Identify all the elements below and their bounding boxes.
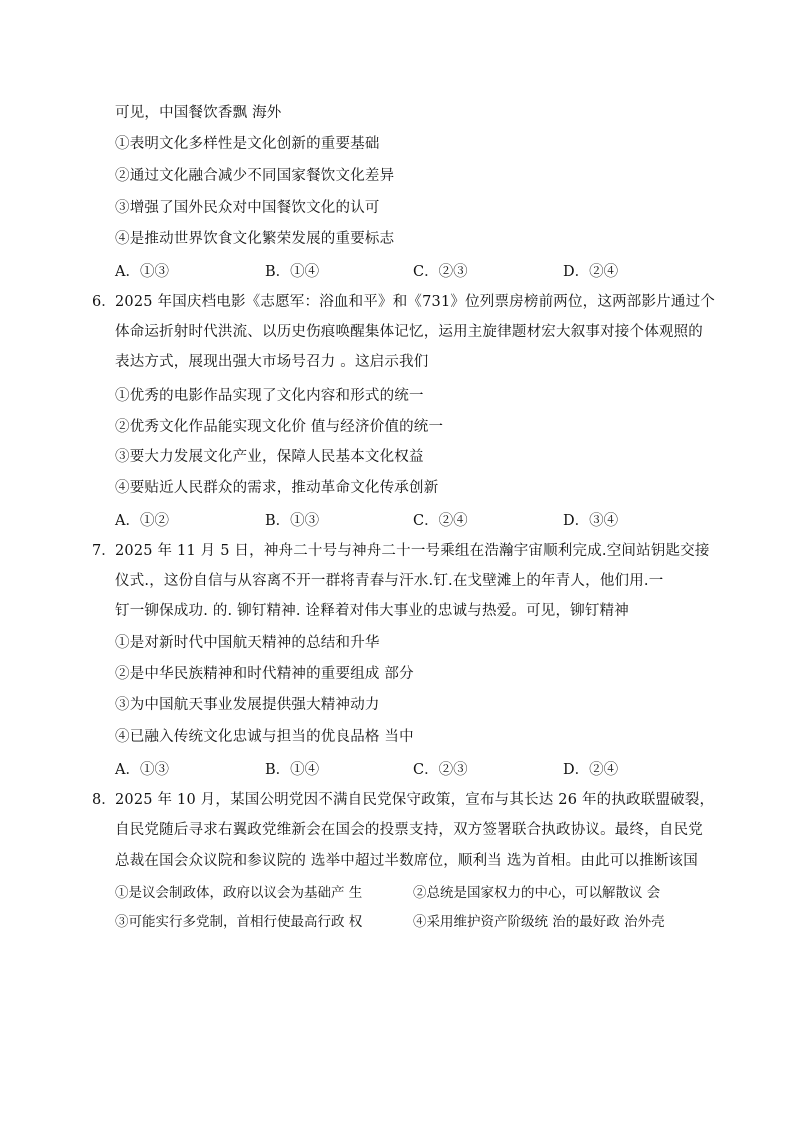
q7-item-4: ④已融入传统文化忠诚与担当的优良品格 当中 xyxy=(115,729,414,745)
q6-option-b[interactable]: B．①③ xyxy=(265,513,320,529)
q8-items-row-2 xyxy=(115,912,695,932)
q6-number: 6． xyxy=(92,294,116,310)
q7-options xyxy=(115,760,675,780)
q8-number: 8． xyxy=(92,792,116,808)
q8-item-1: ①是议会制政体，政府以议会为基础产 生 xyxy=(115,885,363,901)
q5-item-3: ③增强了国外民众对中国餐饮文化的认可 xyxy=(115,200,380,216)
q7-number: 7． xyxy=(92,543,116,559)
q5-item-4: ④是推动世界饮食文化繁荣发展的重要标志 xyxy=(115,231,395,247)
q7-stem-line-3: 钉一铆保成功. 的. 铆钉精神. 诠释着对伟大事业的忠诚与热爱。可见，铆钉精神 xyxy=(115,603,629,619)
q8-stem-line-1: 2025 年 10 月，某国公明党因不满自民党保守政策，宣布与其长达 26 年的执政联盟破裂， xyxy=(115,792,715,808)
q6-option-c[interactable]: C．②④ xyxy=(413,513,468,529)
q8-item-2: ②总统是国家权力的中心，可以解散议 会 xyxy=(413,885,661,901)
q8-items-row-1 xyxy=(115,883,695,903)
q5-option-d[interactable]: D．②④ xyxy=(563,264,619,280)
q7-item-1: ①是对新时代中国航天精神的总结和升华 xyxy=(115,635,380,651)
q5-option-a[interactable]: A．①③ xyxy=(115,264,169,280)
q7-stem-line-1: 2025 年 11 月 5 日，神舟二十号与神舟二十一号乘组在浩瀚宇宙顺利完成.空间站钥匙交接 xyxy=(115,543,710,559)
q7-item-3: ③为中国航天事业发展提供强大精神动力 xyxy=(115,697,380,713)
q8-item-4: ④采用维护资产阶级统 治的最好政 治外壳 xyxy=(413,914,665,930)
q7-stem-line-2: 仪式.，这份自信与从容离不开一群将青春与汗水.钉.在戈壁滩上的年青人，他们用.一 xyxy=(115,573,664,589)
q5-options xyxy=(115,262,675,282)
q6-options xyxy=(115,511,675,531)
q6-item-1: ①优秀的电影作品实现了文化内容和形式的统一 xyxy=(115,388,424,404)
q6-item-4: ④要贴近人民群众的需求，推动革命文化传承创新 xyxy=(115,480,439,496)
q5-option-c[interactable]: C．②③ xyxy=(413,264,468,280)
q6-stem-line-2: 体命运折射时代洪流、以历史伤痕唤醒集体记忆，运用主旋律题材宏大叙事对接个体观照的 xyxy=(115,324,703,340)
q6-option-a[interactable]: A．①② xyxy=(115,513,169,529)
q8-stem-line-2: 自民党随后寻求右翼政党维新会在国会的投票支持，双方签署联合执政协议。最终，自民党 xyxy=(115,822,703,838)
q5-option-b[interactable]: B．①④ xyxy=(265,264,320,280)
q8-stem-line-3: 总裁在国会众议院和参议院的 选举中超过半数席位，顺利当 选为首相。由此可以推断该国 xyxy=(115,853,698,869)
q6-stem-line-3: 表达方式，展现出强大市场号召力 。这启示我们 xyxy=(115,354,429,370)
q6-option-d[interactable]: D．③④ xyxy=(563,513,619,529)
q7-item-2: ②是中华民族精神和时代精神的重要组成 部分 xyxy=(115,666,414,682)
q6-item-2: ②优秀文化作品能实现文化价 值与经济价值的统一 xyxy=(115,419,444,435)
q7-option-c[interactable]: C．②③ xyxy=(413,762,468,778)
q6-stem-line-1: 2025 年国庆档电影《志愿军：浴血和平》和《731》位列票房榜前两位，这两部影片通过个 xyxy=(115,294,715,310)
q5-item-1: ①表明文化多样性是文化创新的重要基础 xyxy=(115,136,380,152)
q8-item-3: ③可能实行多党制，首相行使最高行政 权 xyxy=(115,914,363,930)
q6-item-3: ③要大力发展文化产业，保障人民基本文化权益 xyxy=(115,449,424,465)
q7-option-d[interactable]: D．②④ xyxy=(563,762,619,778)
q7-option-b[interactable]: B．①④ xyxy=(265,762,320,778)
q5-stem-tail: 可见，中国餐饮香飘 海外 xyxy=(115,105,282,121)
q7-option-a[interactable]: A．①③ xyxy=(115,762,169,778)
q5-item-2: ②通过文化融合减少不同国家餐饮文化差异 xyxy=(115,168,395,184)
